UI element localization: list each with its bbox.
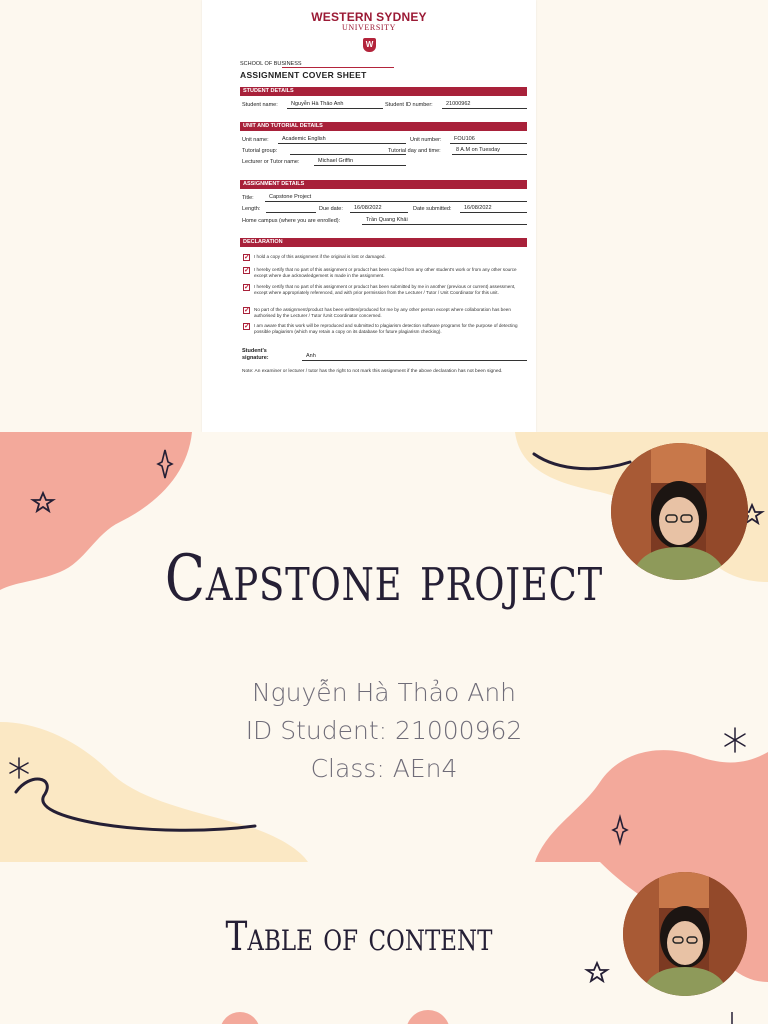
unit-number-label: Unit number:: [410, 137, 442, 143]
assignment-cover-sheet: [202, 0, 536, 432]
table-of-content-slide: [0, 862, 768, 1024]
cover-sheet-area: [0, 0, 768, 432]
declaration-note: Note: An examiner or lecturer / tutor has the right to not mark this assignment if the above declaration has not been signed.: [242, 369, 503, 374]
declaration-text-5: I am aware that this work will be reproduced and submitted to plagiarism detection software programs for the purpose of detecting possible plagiarism (which may retain a copy on its database for future plagiarism checking).: [254, 323, 518, 334]
declaration-checkbox-4[interactable]: ✓: [244, 307, 250, 314]
declaration-text-4: No part of the assignment/product has been written/produced for me by any other person except where collaboration has been authorised by the Lecturer / Tutor /Unit Coordinator concerned.: [254, 307, 511, 318]
section-declaration: DECLARATION: [240, 238, 527, 247]
unit-number-value: FOU106: [450, 136, 527, 144]
signature-label: Student's signature:: [242, 348, 269, 361]
lecturer-value: Michael Griffin: [314, 158, 406, 166]
declaration-text-2: I hereby certify that no part of this assignment or product has been copied from any other student's work or from any other source except where due acknowledgement is made in the assignment.: [254, 267, 517, 278]
unit-name-label: Unit name:: [242, 137, 269, 143]
toc-bullet-2: [406, 1010, 450, 1024]
home-campus-value: Trần Quang Khải: [362, 217, 527, 225]
section-student-details: STUDENT DETAILS: [240, 87, 527, 96]
title-value: Capstone Project: [265, 194, 527, 202]
section-unit-details: UNIT AND TUTORIAL DETAILS: [240, 122, 527, 131]
due-date-label: Due date:: [319, 206, 343, 212]
declaration-checkbox-2[interactable]: ✓: [244, 267, 250, 274]
student-id-label: Student ID number:: [385, 102, 433, 108]
length-value: [266, 205, 316, 213]
toc-bullet-1: [220, 1012, 260, 1024]
toc-title: Table of content: [225, 914, 493, 960]
date-submitted-value: 16/08/2022: [460, 205, 527, 213]
declaration-text-3: I hereby certify that no part of this assignment or product has been submitted by me in another (previous or current) assessment, except where appropriately referenced, and with prior permission from the Lecturer / Tutor / Unit Coordinator for this unit.: [254, 284, 516, 295]
tutorial-group-label: Tutorial group:: [242, 148, 278, 154]
unit-name-value: Academic English: [278, 136, 406, 144]
student-name: Nguyễn Hà Thảo Anh: [251, 678, 517, 707]
tutorial-time-value: 8 A.M on Tuesday: [452, 147, 527, 155]
due-date-value: 16/08/2022: [350, 205, 408, 213]
home-campus-label: Home campus (where you are enrolled):: [242, 218, 341, 224]
lecturer-label: Lecturer or Tutor name:: [242, 159, 300, 165]
declaration-text-1: I hold a copy of this assignment if the original is lost or damaged.: [254, 254, 386, 259]
student-id-value: 21000962: [442, 101, 527, 109]
university-logo-line2: UNIVERSITY: [342, 23, 396, 32]
declaration-checkbox-1[interactable]: ✓: [244, 254, 250, 261]
length-label: Length:: [242, 206, 261, 212]
university-shield-icon: W: [363, 38, 376, 52]
school-underline: [282, 67, 394, 68]
school-label: SCHOOL OF BUSINESS: [240, 61, 302, 67]
title-slide: [0, 432, 768, 862]
date-submitted-label: Date submitted:: [413, 206, 452, 212]
declaration-checkbox-3[interactable]: ✓: [244, 284, 250, 291]
sheet-title: ASSIGNMENT COVER SHEET: [240, 70, 367, 80]
student-id: ID Student: 21000962: [245, 716, 523, 745]
student-class: Class: AEn4: [310, 754, 458, 783]
star-icon-toc: [587, 963, 607, 981]
section-assignment-details: ASSIGNMENT DETAILS: [240, 180, 527, 189]
student-name-value: Nguyễn Hà Thảo Anh: [287, 101, 383, 109]
signature-value: Anh: [302, 353, 527, 361]
university-logo-line1: WESTERN SYDNEY: [311, 10, 427, 24]
student-name-label: Student name:: [242, 102, 278, 108]
tutorial-time-label: Tutorial day and time:: [388, 148, 441, 154]
declaration-checkbox-5[interactable]: ✓: [244, 323, 250, 330]
presentation-title: Capstone project: [164, 542, 604, 616]
title-label: Title:: [242, 195, 254, 201]
